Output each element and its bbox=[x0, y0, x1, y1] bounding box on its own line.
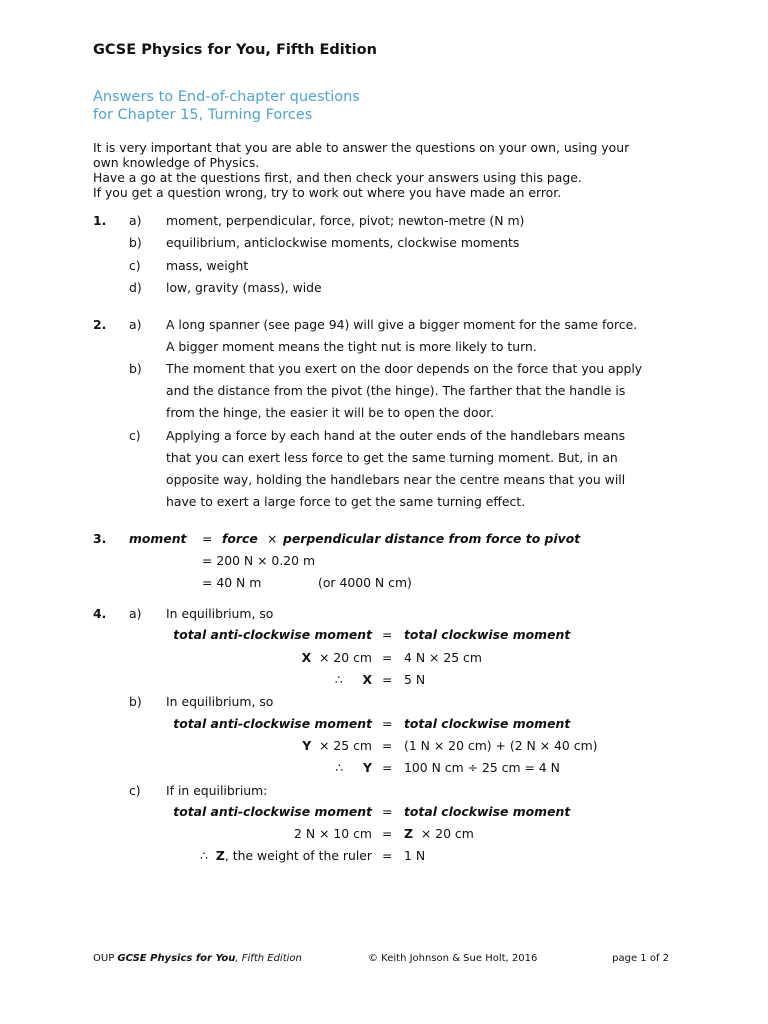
equals-sign: = bbox=[382, 672, 393, 687]
part-label: b) bbox=[129, 694, 142, 709]
force-term: force bbox=[222, 531, 258, 546]
equals-sign: = bbox=[382, 804, 393, 819]
equation-left bbox=[302, 738, 372, 753]
equation-right bbox=[404, 826, 474, 841]
times-sign: × bbox=[267, 531, 278, 546]
moment-term: moment bbox=[129, 531, 187, 546]
part-label: c) bbox=[129, 428, 141, 443]
result-line: = 40 N m bbox=[202, 575, 262, 590]
equation-left bbox=[302, 650, 372, 665]
intro-paragraph bbox=[93, 140, 683, 200]
intro-line: If you get a question wrong, try to work out where you have made an error. bbox=[93, 185, 562, 200]
part-label: a) bbox=[129, 213, 142, 228]
equation-left bbox=[200, 848, 372, 863]
left-term: × 20 cm bbox=[319, 650, 372, 665]
equation-right: 4 N × 25 cm bbox=[404, 650, 482, 665]
part-label: b) bbox=[129, 235, 142, 250]
therefore-symbol: ∴ bbox=[335, 760, 344, 775]
equals-sign: = bbox=[382, 826, 393, 841]
anticlockwise-label: total anti-clockwise moment bbox=[173, 627, 372, 642]
anticlockwise-label: total anti-clockwise moment bbox=[173, 716, 372, 731]
equation-left bbox=[335, 760, 372, 775]
footer-copyright: © Keith Johnson & Sue Holt, 2016 bbox=[368, 953, 538, 964]
part-label: c) bbox=[129, 783, 141, 798]
answer-text: A bigger moment means the tight nut is more likely to turn. bbox=[166, 339, 537, 354]
equals-sign: = bbox=[382, 738, 393, 753]
equation-right: (1 N × 20 cm) + (2 N × 40 cm) bbox=[404, 738, 598, 753]
answer-text: opposite way, holding the handlebars near the centre means that you will bbox=[166, 472, 626, 487]
answer-text: A long spanner (see page 94) will give a bigger moment for the same force. bbox=[166, 317, 638, 332]
part-label: c) bbox=[129, 258, 141, 273]
answer-text: low, gravity (mass), wide bbox=[166, 280, 322, 295]
footer-page-number: page 1 of 2 bbox=[612, 953, 669, 964]
page-title bbox=[93, 88, 360, 124]
alt-result: (or 4000 N cm) bbox=[318, 575, 412, 590]
equals-sign: = bbox=[382, 627, 393, 642]
question-number: 1. bbox=[93, 213, 107, 228]
equals-sign: = bbox=[202, 531, 213, 546]
footer-publisher: OUP bbox=[93, 953, 118, 964]
anticlockwise-label: total anti-clockwise moment bbox=[173, 804, 372, 819]
equals-sign: = bbox=[382, 650, 393, 665]
answer-text: from the hinge, the easier it will be to open the door. bbox=[166, 405, 495, 420]
variable-x: X bbox=[301, 650, 312, 665]
title-line-1: Answers to End-of-chapter questions bbox=[93, 89, 360, 105]
working-line: = 200 N × 0.20 m bbox=[202, 553, 316, 568]
part-label: a) bbox=[129, 317, 142, 332]
part-label: a) bbox=[129, 606, 142, 621]
question-number: 2. bbox=[93, 317, 107, 332]
variable-y: Y bbox=[363, 760, 372, 775]
equals-sign: = bbox=[382, 716, 393, 731]
answer-text: and the distance from the pivot (the hinge). The farther that the handle is bbox=[166, 383, 626, 398]
left-term: × 25 cm bbox=[319, 738, 372, 753]
part-label: d) bbox=[129, 280, 142, 295]
equals-sign: = bbox=[382, 848, 393, 863]
answer-text: Applying a force by each hand at the outer ends of the handlebars means bbox=[166, 428, 626, 443]
part-intro: In equilibrium, so bbox=[166, 694, 274, 709]
intro-line: It is very important that you are able to answer the questions on your own, using your bbox=[93, 140, 630, 155]
intro-line: own knowledge of Physics. bbox=[93, 155, 260, 170]
right-term: × 20 cm bbox=[420, 826, 474, 841]
answer-text: moment, perpendicular, force, pivot; newton-metre (N m) bbox=[166, 213, 525, 228]
part-intro: If in equilibrium: bbox=[166, 783, 268, 798]
answer-text: mass, weight bbox=[166, 258, 249, 273]
variable-y: Y bbox=[302, 738, 312, 753]
equation-right: 5 N bbox=[404, 672, 426, 687]
therefore-symbol: ∴ bbox=[334, 672, 343, 687]
question-number: 3. bbox=[93, 531, 107, 546]
page-header: GCSE Physics for You, Fifth Edition bbox=[93, 42, 377, 58]
variable-x: X bbox=[362, 672, 372, 687]
answer-text: equilibrium, anticlockwise moments, clockwise moments bbox=[166, 235, 520, 250]
intro-line: Have a go at the questions first, and then check your answers using this page. bbox=[93, 170, 582, 185]
clockwise-label: total clockwise moment bbox=[404, 716, 571, 731]
therefore-symbol: ∴ bbox=[200, 848, 208, 863]
answer-text: The moment that you exert on the door depends on the force that you apply bbox=[166, 361, 643, 376]
equation-left: 2 N × 10 cm bbox=[294, 826, 372, 841]
distance-term: perpendicular distance from force to pivot bbox=[283, 531, 581, 546]
left-term: , the weight of the ruler bbox=[224, 848, 372, 863]
answer-text: that you can exert less force to get the same turning moment. But, in an bbox=[166, 450, 618, 465]
variable-z: Z bbox=[215, 848, 225, 863]
equation-right: 100 N cm ÷ 25 cm = 4 N bbox=[404, 760, 560, 775]
equals-sign: = bbox=[382, 760, 393, 775]
question-number: 4. bbox=[93, 606, 107, 621]
clockwise-label: total clockwise moment bbox=[404, 804, 571, 819]
part-label: b) bbox=[129, 361, 142, 376]
clockwise-label: total clockwise moment bbox=[404, 627, 571, 642]
part-intro: In equilibrium, so bbox=[166, 606, 274, 621]
equation-left bbox=[335, 672, 372, 687]
footer-book-title: GCSE Physics for You bbox=[117, 953, 236, 964]
variable-z: Z bbox=[404, 826, 413, 841]
title-line-2: for Chapter 15, Turning Forces bbox=[93, 107, 313, 123]
footer-book bbox=[93, 953, 302, 964]
footer-edition: , Fifth Edition bbox=[235, 953, 302, 964]
equation-right: 1 N bbox=[404, 848, 426, 863]
answer-text: have to exert a large force to get the same turning effect. bbox=[166, 494, 526, 509]
